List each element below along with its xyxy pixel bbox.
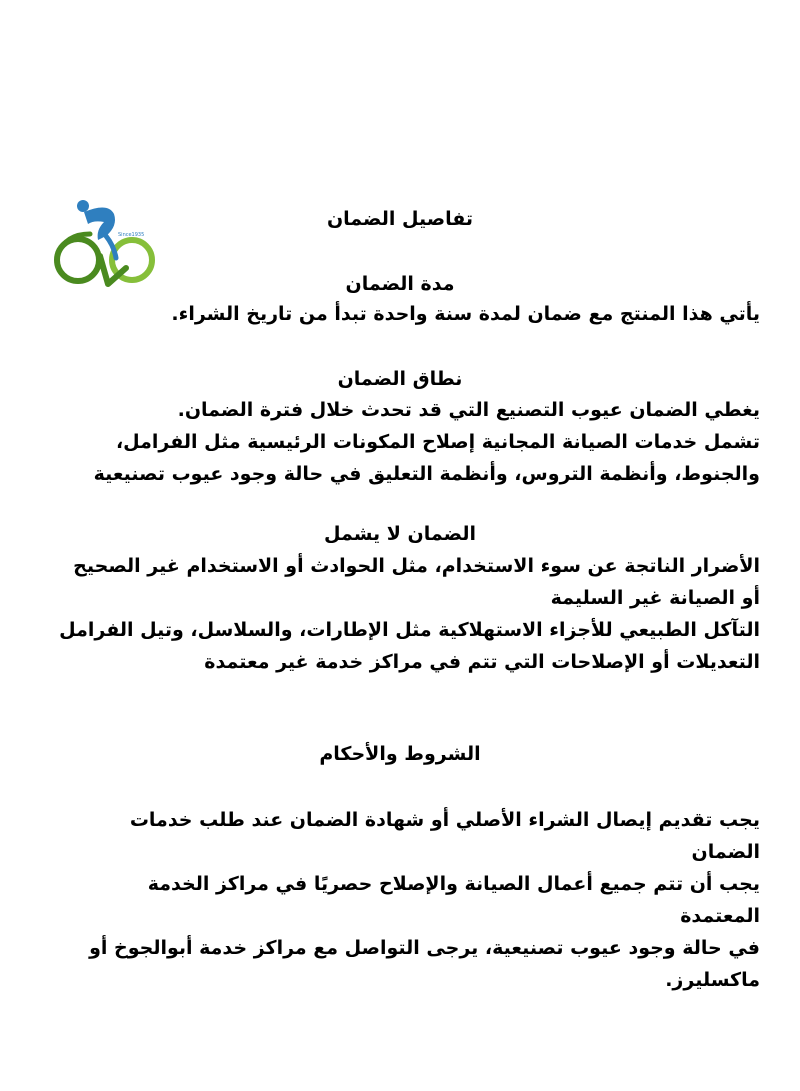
scope-line: والجنوط، وأنظمة التروس، وأنظمة التعليق في حالة وجود عيوب تصنيعية <box>93 463 760 485</box>
exclusion-line: التعديلات أو الإصلاحات التي تتم في مراكز خدمة غير معتمدة <box>204 651 760 673</box>
logo-caption: Since1935 <box>118 232 145 238</box>
scope-line: يغطي الضمان عيوب التصنيع التي قد تحدث خلال فترة الضمان. <box>177 399 760 421</box>
terms-line: المعتمدة <box>680 905 760 927</box>
terms-line: ماكسليرز. <box>665 969 760 991</box>
terms-line: يجب تقديم إيصال الشراء الأصلي أو شهادة الضمان عند طلب خدمات <box>129 809 760 831</box>
document-title: تفاصيل الضمان <box>326 208 474 230</box>
duration-heading: مدة الضمان <box>345 273 455 295</box>
terms-line: في حالة وجود عيوب تصنيعية، يرجى التواصل مع مراكز خدمة أبوالجوخ أو <box>89 937 760 959</box>
exclusion-line: أو الصيانة غير السليمة <box>550 587 760 609</box>
warranty-document <box>40 0 760 1091</box>
duration-text: يأتي هذا المنتج مع ضمان لمدة سنة واحدة تبدأ من تاريخ الشراء. <box>171 303 760 325</box>
exclusion-line: التآكل الطبيعي للأجزاء الاستهلاكية مثل الإطارات، والسلاسل، وتيل الفرامل <box>59 619 760 641</box>
terms-line: الضمان <box>691 841 760 863</box>
terms-line: يجب أن تتم جميع أعمال الصيانة والإصلاح حصريًا في مراكز الخدمة <box>147 873 760 895</box>
exclusions-heading: الضمان لا يشمل <box>324 523 476 545</box>
scope-line: تشمل خدمات الصيانة المجانية إصلاح المكونات الرئيسية مثل الفرامل، <box>115 431 760 453</box>
exclusion-line: الأضرار الناتجة عن سوء الاستخدام، مثل الحوادث أو الاستخدام غير الصحيح <box>73 555 760 577</box>
terms-heading: الشروط والأحكام <box>319 743 481 765</box>
scope-heading: نطاق الضمان <box>337 368 463 390</box>
